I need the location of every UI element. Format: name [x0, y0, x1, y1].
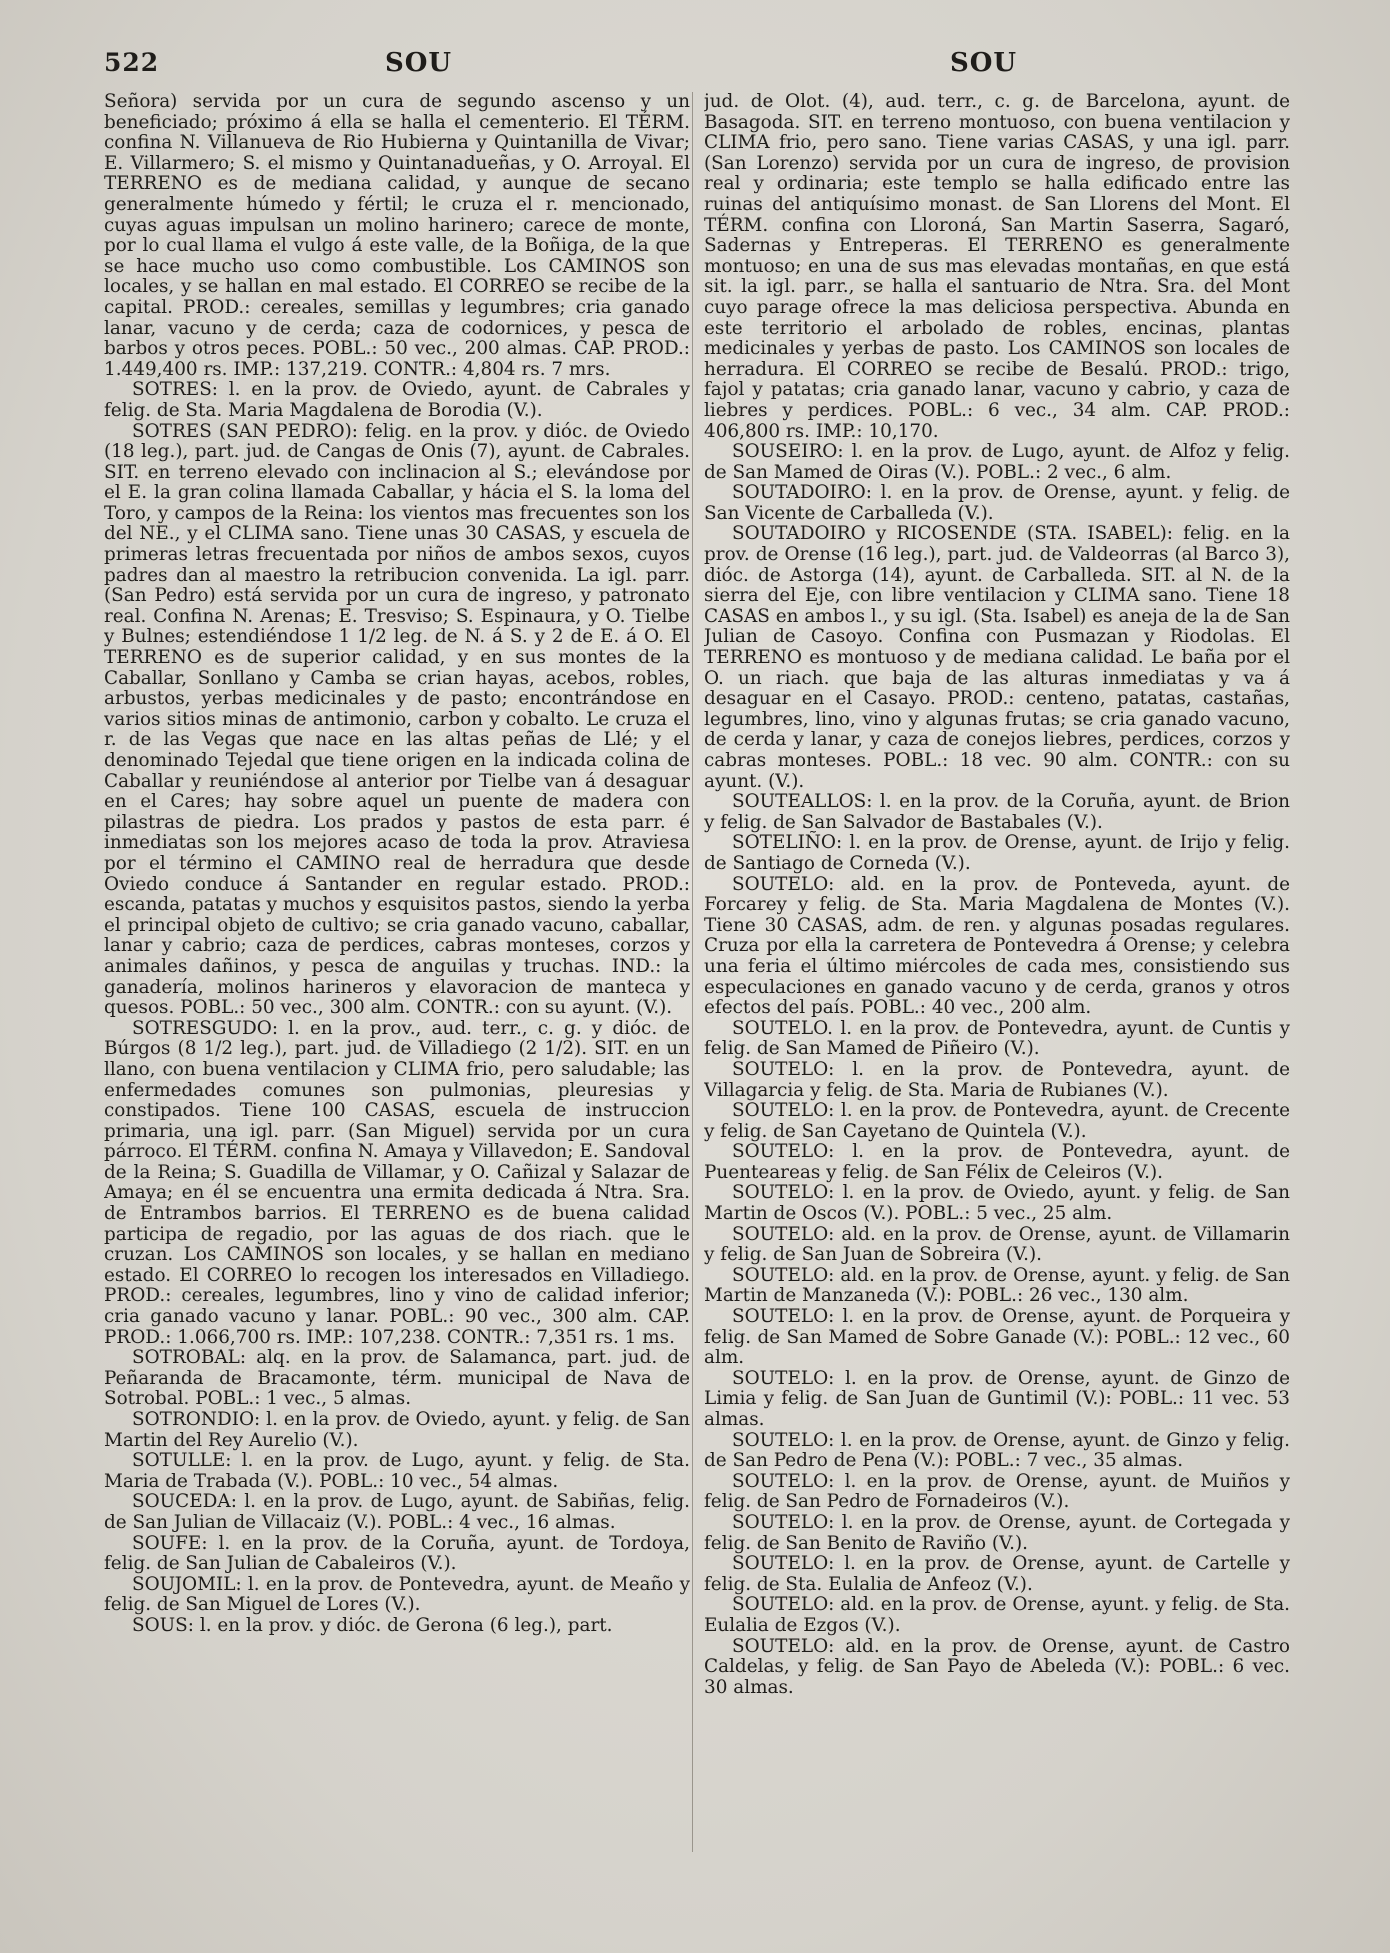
entry-soutelo: SOUTELO: l. en la prov. de Pontevedra, ayunt. de Villagarcia y felig. de Sta. Maria de Rubianes (V.). — [704, 1058, 1290, 1101]
entry-soutelo: SOUTELO: ald. en la prov. de Orense, ayunt. y felig. de San Martin de Manzaneda (V.): POBL.: 26 vec., 130 alm. — [704, 1264, 1290, 1307]
entry-souteallos: SOUTEALLOS: l. en la prov. de la Coruña, ayunt. de Brion y felig. de San Salvador de Bastabales (V.). — [704, 791, 1290, 833]
left-column — [104, 92, 690, 1862]
entry-sous-continued: jud. de Olot. (4), aud. terr., c. g. de Barcelona, ayunt. de Basagoda. SIT. en terreno montuoso, con buena ventilacion y CLIMA frio, pero sano. Tiene varias CASAS, y una igl. parr. (San Lorenzo) servida por un cura de ingreso, de provision real y ordinaria; este templo se halla edificado entre las ruinas del antiquísimo monast. de San Llorens del Mont. El TÉRM. confina con Lloroná, San Martin Saserra, Sagaró, Sadernas y Entreperas. El TERRENO es generalmente montuoso; en una de sus mas elevadas montañas, en que está sit. la igl. parr., se halla el santuario de Ntra. Sra. del Mont cuyo parage ofrece la mas deliciosa perspectiva. Abunda en este territorio el arbolado de robles, encinas, plantas medicinales y yerbas de pasto. Los CAMINOS son locales de herradura. El CORREO se recibe de Besalú. PROD.: trigo, fajol y patatas; cria ganado lanar, vacuno y cabrio, y caza de liebres y perdices. POBL.: 6 vec., 34 alm. CAP. PROD.: 406,800 rs. IMP.: 10,170. — [704, 92, 1290, 442]
entry-sotulle: SOTULLE: l. en la prov. de Lugo, ayunt. y felig. de Sta. Maria de Trabada (V.). POBL.: 10 vec., 54 almas. — [104, 1450, 690, 1492]
entry-soutelo: SOUTELO: l. en la prov. de Orense, ayunt. de Cartelle y felig. de Sta. Eulalia de Anfeoz (V.). — [704, 1553, 1290, 1595]
running-head-right: SOU — [950, 48, 1018, 78]
entry-soutelo: SOUTELO: l. en la prov. de Orense, ayunt. de Ginzo de Limia y felig. de San Juan de Guntimil (V.): POBL.: 11 vec. 53 almas. — [704, 1367, 1290, 1430]
entry-souseiro: SOUSEIRO: l. en la prov. de Lugo, ayunt. de Alfoz y felig. de San Mamed de Oiras (V.). POBL.: 2 vec., 6 alm. — [704, 441, 1290, 483]
entry-soutelo: SOUTELO: ald. en la prov. de Orense, ayunt. y felig. de Sta. Eulalia de Ezgos (V.). — [704, 1594, 1290, 1636]
page-header — [0, 48, 1390, 88]
entry-sotrondio: SOTRONDIO: l. en la prov. de Oviedo, ayunt. y felig. de San Martin del Rey Aurelio (V.). — [104, 1409, 690, 1451]
entry-sotres: SOTRES: l. en la prov. de Oviedo, ayunt. de Cabrales y felig. de Sta. Maria Magdalena de Borodia (V.). — [104, 379, 690, 421]
entry-soteliño: SOTELIÑO: l. en la prov. de Orense, ayunt. de Irijo y felig. de Santiago de Corneda (V.). — [704, 832, 1290, 874]
entry-sotrobal: SOTROBAL: alq. en la prov. de Salamanca, part. jud. de Peñaranda de Bracamonte, térm. municipal de Nava de Sotrobal. POBL.: 1 vec., 5 almas. — [104, 1347, 690, 1410]
entry-soutelo: SOUTELO: l. en la prov. de Pontevedra, ayunt. de Puenteareas y felig. de San Félix de Celeiros (V.). — [704, 1141, 1290, 1183]
entry-soutadoiro: SOUTADOIRO: l. en la prov. de Orense, ayunt. y felig. de San Vicente de Carballeda (V.). — [704, 482, 1290, 524]
entry-soutelo: SOUTELO. l. en la prov. de Pontevedra, ayunt. de Cuntis y felig. de San Mamed de Piñeiro (V.). — [704, 1017, 1290, 1060]
entry-soutelo: SOUTELO: l. en la prov. de Orense, ayunt. de Ginzo y felig. de San Pedro de Pena (V.): POBL.: 7 vec., 35 almas. — [704, 1429, 1290, 1472]
entry-soutelo: SOUTELO: l. en la prov. de Oviedo, ayunt. y felig. de San Martin de Oscos (V.). POBL.: 5 vec., 25 alm. — [704, 1182, 1290, 1225]
column-divider — [692, 92, 693, 1852]
right-column — [704, 92, 1290, 1862]
entry-sotresgudo: SOTRESGUDO: l. en la prov., aud. terr., c. g. y dióc. de Búrgos (8 1/2 leg.), part. jud. de Villadiego (2 1/2). SIT. en un llano, con buena ventilacion y CLIMA frio, pero saludable; las enfermedades comunes son pulmonias, pleuresias y constipados. Tiene 100 CASAS, escuela de instruccion primaria, una igl. parr. (San Miguel) servida por un cura párroco. El TÉRM. confina N. Amaya y Villavedon; E. Sandoval de la Reina; S. Guadilla de Villamar, y O. Cañizal y Salazar de Amaya; en él se encuentra una ermita dedicada á Ntra. Sra. de Entrambos barrios. El TERRENO es de buena calidad participa de regadio, por las aguas de dos riach. que le cruzan. Los CAMINOS son locales, y se hallan en mediano estado. El CORREO lo recogen los interesados en Villadiego. PROD.: cereales, legumbres, lino y vino de calidad inferior; cria ganado vacuno y lanar. POBL.: 90 vec., 300 alm. CAP. PROD.: 1.066,700 rs. IMP.: 107,238. CONTR.: 7,351 rs. 1 ms. — [104, 1017, 690, 1348]
entry-soutelo: SOUTELO: l. en la prov. de Orense, ayunt. de Porqueira y felig. de San Mamed de Sobre Ganade (V.): POBL.: 12 vec., 60 alm. — [704, 1306, 1290, 1369]
entry-soutadoiro-ricosende: SOUTADOIRO y RICOSENDE (STA. ISABEL): felig. en la prov. de Orense (16 leg.), part. jud. de Valdeorras (al Barco 3), dióc. de Astorga (14), ayunt. de Carballeda. SIT. al N. de la sierra del Eje, con libre ventilacion y CLIMA sano. Tiene 18 CASAS en ambos l., y su igl. (Sta. Isabel) es aneja de la de San Julian de Casoyo. Confina con Pusmazan y Riodolas. El TERRENO es montuoso y de mediana calidad. Le baña por el O. un riach. que baja de las alturas inmediatas y va á desaguar en el Casayo. PROD.: centeno, patatas, castañas, legumbres, lino, vino y algunas frutas; se cria ganado vacuno, de cerda y lanar, y caza de conejos liebres, perdices, corzos y cabras monteses. POBL.: 18 vec. 90 alm. CONTR.: con su ayunt. (V.). — [704, 523, 1290, 792]
entry-soufe: SOUFE: l. en la prov. de la Coruña, ayunt. de Tordoya, felig. de San Julian de Cabaleiros (V.). — [104, 1532, 690, 1575]
entry-soutelo: SOUTELO: l. en la prov. de Pontevedra, ayunt. de Crecente y felig. de San Cayetano de Quintela (V.). — [704, 1100, 1290, 1142]
entry-soutelo: SOUTELO: ald. en la prov. de Ponteveda, ayunt. de Forcarey y felig. de Sta. Maria Magdalena de Montes (V.). Tiene 30 CASAS, adm. de ren. y algunas posadas regulares. Cruza por ella la carretera de Pontevedra á Orense; y celebra una feria el último miércoles de cada mes, consistiendo sus especulaciones en ganado vacuno y de cerda, granos y otros efectos del país. POBL.: 40 vec., 200 alm. — [704, 873, 1290, 1019]
entry-soutelo: SOUTELO: ald. en la prov. de Orense, ayunt. de Castro Caldelas, y felig. de San Payo de Abeleda (V.): POBL.: 6 vec. 30 almas. — [704, 1635, 1290, 1698]
entry-sous: SOUS: l. en la prov. y dióc. de Gerona (6 leg.), part. — [132, 1614, 613, 1636]
entry-soutelo: SOUTELO: l. en la prov. de Orense, ayunt. de Cortegada y felig. de San Benito de Raviño (V.). — [704, 1511, 1290, 1554]
entry-sotres-san-pedro: SOTRES (SAN PEDRO): felig. en la prov. y dióc. de Oviedo (18 leg.), part. jud. de Cangas de Onis (7), ayunt. de Cabrales. SIT. en terreno elevado con inclinacion al S.; elevándose por el E. la gran colina llamada Caballar, y hácia el S. la loma del Toro, y campos de la Reina: los vientos mas frecuentes son los del NE., y el CLIMA sano. Tiene unas 30 CASAS, y escuela de primeras letras frecuentada por niños de ambos sexos, cuyos padres dan al maestro la retribucion convenida. La igl. parr. (San Pedro) está servida por un cura de ingreso, y patronato real. Confina N. Arenas; E. Tresviso; S. Espinaura, y O. Tielbe y Bulnes; estendiéndose 1 1/2 leg. de N. á S. y 2 de E. á O. El TERRENO es de superior calidad, y en sus montes de la Caballar, Sonllano y Camba se crian hayas, acebos, robles, arbustos, yerbas medicinales y de pasto; encontrándose en varios sitios minas de antimonio, carbon y cobalto. Le cruza el r. de las Vegas que nace en las altas peñas de Llé; y el denominado Tejedal que tiene origen en la indicada colina de Caballar y reuniéndose al anterior por Tielbe van á desaguar en el Cares; hay sobre aquel un puente de madera con pilastras de piedra. Los prados y pastos de esta parr. é inmediatas son los mejores acaso de toda la prov. Atraviesa por el término el CAMINO real de herradura que desde Oviedo conduce á Santander en regular estado. PROD.: escanda, patatas y muchos y esquisitos pastos, siendo la yerba el principal objeto de cultivo; se cria ganado vacuno, caballar, lanar y cabrio; caza de perdices, cabras monteses, corzos y animales dañinos, y pesca de anguilas y truchas. IND.: la ganadería, molinos harineros y elavoracion de manteca y quesos. POBL.: 50 vec., 300 alm. CONTR.: con su ayunt. (V.). — [104, 420, 690, 1019]
entry-souceda: SOUCEDA: l. en la prov. de Lugo, ayunt. de Sabiñas, felig. de San Julian de Villacaiz (V.). POBL.: 4 vec., 16 almas. — [104, 1491, 690, 1533]
entry-soutelo: SOUTELO: l. en la prov. de Orense, ayunt. de Muiños y felig. de San Pedro de Fornadeiros (V.). — [704, 1470, 1290, 1513]
entry-soutelo: SOUTELO: ald. en la prov. de Orense, ayunt. de Villamarin y felig. de San Juan de Sobreira (V.). — [704, 1223, 1290, 1266]
entry-continued: Señora) servida por un cura de segundo ascenso y un beneficiado; próximo á ella se halla el cementerio. El TÉRM. confina N. Villanueva de Rio Hubierna y Quintanilla de Vivar; E. Villarmero; S. el mismo y Quintanadueñas, y O. Arroyal. El TERRENO es de mediana calidad, y aunque de secano generalmente húmedo y fértil; le cruza el r. mencionado, cuyas aguas impulsan un molino harinero; carece de monte, por lo cual llama el vulgo á este valle, de la Boñiga, de la que se hace mucho uso como combustible. Los CAMINOS son locales, y se hallan en mal estado. El CORREO se recibe de la capital. PROD.: cereales, semillas y legumbres; cria ganado lanar, vacuno y de cerda; caza de codornices, y pesca de barbos y otros peces. POBL.: 50 vec., 200 almas. CAP. PROD.: 1.449,400 rs. IMP.: 137,219. CONTR.: 4,804 rs. 7 mrs. — [104, 92, 690, 380]
entry-soujomil: SOUJOMIL: l. en la prov. de Pontevedra, ayunt. de Meaño y felig. de San Miguel de Lores (V.). — [104, 1573, 690, 1616]
page-number: 522 — [104, 48, 160, 77]
running-head-left: SOU — [385, 48, 453, 78]
